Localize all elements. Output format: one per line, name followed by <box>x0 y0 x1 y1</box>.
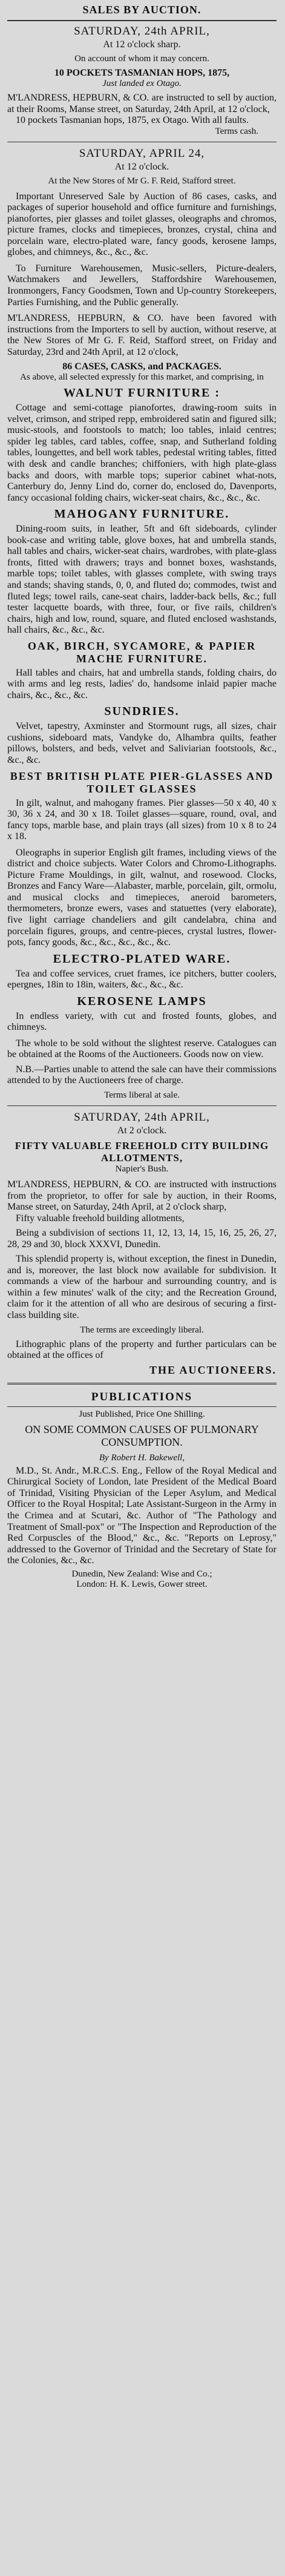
subdivision-detail: Being a subdivision of sections 11, 12, 13, 14, 15, 16, 25, 26, 27, 28, 29 and 30, block XXXVI, Dunedin. <box>7 1228 277 1250</box>
ad-date: SATURDAY, 24th APRIL, <box>74 25 210 38</box>
divider <box>7 1383 277 1385</box>
publications-section <box>7 1391 277 1590</box>
electro-heading: ELECTRO-PLATED WARE. <box>53 952 231 966</box>
ad-time: At 12 o'clock. <box>114 161 169 172</box>
oak-body: Hall tables and chairs, hat and umbrella stands, folding chairs, do with arms and leg rests, ladies' do, handsome inlaid papier mache chairs, &c., &c., &c. <box>7 667 277 700</box>
publication-body: M.D., St. Andr., M.R.C.S. Eng., Fellow of the Royal Medical and Chirurgical Society of London, late President of the Medical Board of Trinidad, Visiting Physician of the Leper Asylum, and Medical Officer to the Royal Hospital; Late Assistant-Surgeon in the Army in the Crimea and at Scutari, &c. Author of "The Pathology and Treatment of Small-pox" or "The Inspection and Reproduction of the Red Corpuscles of the Blood," &c., &c. "Reports on Leprosy," addressed to the Governor of Trinidad and the Secretary of State for the Colonies, &c., &c. <box>7 1465 277 1566</box>
section-header: SALES BY AUCTION. <box>7 2 277 21</box>
lot-subtitle: Just landed ex Otago. <box>102 79 182 88</box>
oak-heading: OAK, BIRCH, SYCAMORE, & PAPIER MACHE FURNITURE. <box>27 639 257 665</box>
lot-title: 10 POCKETS TASMANIAN HOPS, 1875, <box>54 68 230 78</box>
ad-date: SATURDAY, APRIL 24, <box>79 147 205 160</box>
auctioneers-signature: THE AUCTIONEERS. <box>149 1363 277 1376</box>
ad-date: SATURDAY, 24th APRIL, <box>74 1111 210 1124</box>
auctioneers-paragraph: M'LANDRESS, HEPBURN, & CO. are instructed with instructions from the proprietor, to offer for sale by auction, in their Rooms, Manse street, on Saturday, 24th April, at 2 o'clock sharp, <box>7 1179 277 1213</box>
publication-byline: By Robert H. Bakewell, <box>99 1452 185 1463</box>
lithographic-plans: Lithographic plans of the property and further particulars can be obtained at the offices of <box>7 1339 277 1361</box>
publication-title: ON SOME COMMON CAUSES OF PULMONARY CONSUMPTION. <box>25 1423 259 1449</box>
auction-ad-hops <box>7 25 277 137</box>
mahogany-body: Dining-room suits, in leather, 5ft and 6ft sideboards, cylinder book-case and writing table, glove boxes, hat and umbrella stands, hall tables and chairs, wicker-seat chairs, wardrobes, with plate-glass fronts, fitted with drawers; trays and bonnet boxes, washstands, marble tops; toilet tables, with glasses complete, with swing trays and stands; shaving stands, 0, 0, and fluted do; commodes, twist and fluted legs; towel rails, cane-seat chairs, ladder-back bells, &c.; full tester lacquette boards, with three, four, or five rails, children's chairs, high and low, round, square, and fluted enclosed washstands, hall chairs, &c., &c., &c. <box>7 524 277 636</box>
oleographs-body: Oleographs in superior English gilt frames, including views of the district and choice subjects. Water Colors and Chromo-Lithographs. Picture Frame Mouldings, in gilt, walnut, and rosewood. Clocks, Bronzes and Fancy Ware—Alabaster, marble, porcelain, gilt, ormolu, and musical clocks and timepieces, aneroid barometers, thermometers, bronze ewers, vases and statuettes (very elaborate), five light carriage chandeliers and gilt candelabra, china and porcelain figures, groups, and centre-pieces, crystal lustres, flower-pots, fancy goods, &c., &c., &c., &c., &c. <box>7 847 277 948</box>
splendid-property: This splendid property is, without exception, the finest in Dunedin, and is, moreover, the last block now available for subdivision. It commands a view of the harbour and surrounding country, and is within a few minutes' walk of the city; and the Recreation Ground, claim for it the attention of all who are desirous of securing a first-class building site. <box>7 1254 277 1321</box>
ad-intro: Important Unreserved Sale by Auction of 86 cases, casks, and packages of superior household and office furniture and furnishings, pianofortes, pier glasses and toilet glasses, oleographs and chromos, picture frames, clocks and timepieces, bronzes, crystal, china and porcelain ware, electro-plated ware, fancy goods, kerosene lamps, globes, and chimneys, &c., &c., &c. <box>7 191 277 258</box>
whole-sold-body: The whole to be sold without the slightest reserve. Catalogues can be obtained at the Rooms of the Auctioneers. Goods now on view. <box>7 1038 277 1060</box>
kerosene-heading: KEROSENE LAMPS <box>77 994 207 1008</box>
fifty-allotments: Fifty valuable freehold building allotments, <box>16 1213 185 1224</box>
to-trade: To Furniture Warehousemen, Music-sellers, Picture-dealers, Watchmakers and Jewellers, Staffordshire Warehousemen, Ironmongers, Fancy Goodsmen, Town and Up-country Storekeepers, Parties Furnishing, and the Public generally. <box>7 263 277 308</box>
walnut-body: Cottage and semi-cottage pianofortes, drawing-room suits in velvet, crimson, and striped repp, embroidered satin and figured silk; music-stools, and footstools to match; loo tables, inlaid centres; spider leg tables, card tables, coffee, snap, and Sutherland folding tables, loungettes, and bell work tables, pedestal writing tables, fitted with desk and candle branches; chiffoniers, with high plate-glass backs and doors, with marble tops; superior cabinet what-nots, Canterbury do, Jenny Lind do, corner do, enclosed do, Davenports, fancy occasional folding chairs, wicker-seat chairs, &c., &c., &c. <box>7 403 277 503</box>
terms: Terms cash. <box>215 126 258 136</box>
electro-body: Tea and coffee services, cruet frames, ice pitchers, butter coolers, epergnes, 18in to 18in, waiters, &c., &c., &c. <box>7 968 277 990</box>
nb-body: N.B.—Parties unable to attend the sale can have their commissions attended to by the Auctioneers free of charge. <box>7 1064 277 1086</box>
ad-time: At 2 o'clock. <box>117 1125 167 1136</box>
plate-glass-body: In gilt, walnut, and mahogany frames. Pier glasses—50 x 40, 40 x 30, 36 x 24, and 30 x 18. Toilet glasses—square, round, oval, and fancy tops, marble base, and plain trays (all sizes) from 10 x 8 to 24 x 18. <box>7 797 277 842</box>
publisher-dunedin: Dunedin, New Zealand: Wise and Co.; <box>71 1569 212 1579</box>
ad-note: On account of whom it may concern. <box>74 54 209 64</box>
auction-ad-furniture <box>7 147 277 1101</box>
just-published: Just Published, Price One Shilling. <box>79 1409 205 1419</box>
sundries-heading: SUNDRIES. <box>104 705 180 719</box>
sundries-body: Velvet, tapestry, Axminster and Stormount rugs, all sizes, chair cushions, sideboard mats, Vandyke do, Alhambra quilts, feather pillows, bolsters, and beds, velvet and Saliviarian footstools, &c., &c., &c. <box>7 721 277 765</box>
plate-glass-heading: BEST BRITISH PLATE PIER-GLASSES AND TOILET GLASSES <box>10 769 274 795</box>
ad-time: At 12 o'clock sharp. <box>103 39 181 50</box>
publications-heading: PUBLICATIONS <box>91 1390 193 1403</box>
allotments-title: FIFTY VALUABLE FREEHOLD CITY BUILDING ALLOTMENTS, <box>15 1140 269 1164</box>
ad-location: At the New Stores of Mr G. F. Reid, Stafford street. <box>48 176 236 186</box>
mahogany-heading: MAHOGANY FURNITURE. <box>54 507 230 521</box>
publisher-london: London: H. K. Lewis, Gower street. <box>76 1579 208 1589</box>
allotments-subtitle: Napier's Bush. <box>115 1164 169 1174</box>
kerosene-body: In endless variety, with cut and frosted founts, globes, and chimneys. <box>7 1010 277 1033</box>
auctioneers-paragraph: M'LANDRESS, HEPBURN, & CO. are instructed to sell by auction, at their Rooms, Manse street, on Saturday, 24th April, at 12 o'clock, <box>7 93 277 114</box>
terms: The terms are exceedingly liberal. <box>80 1325 204 1335</box>
divider <box>7 1406 277 1407</box>
divider <box>7 1105 277 1106</box>
cases-subtitle: As above, all selected expressly for this market, and comprising, in <box>20 372 264 383</box>
auctioneers-paragraph: M'LANDRESS, HEPBURN, & CO. have been favored with instructions from the Importers to sell by auction, without reserve, at the New Stores of Mr G. F. Reid, Stafford street, on Friday and Saturday, 23rd and 24th April, at 12 o'clock, <box>7 313 277 357</box>
terms: Terms liberal at sale. <box>104 1090 180 1100</box>
lot-detail: 10 pockets Tasmanian hops, 1875, ex Otago. With all faults. <box>16 115 249 126</box>
auction-ad-allotments <box>7 1111 277 1377</box>
cases-title: 86 CASES, CASKS, and PACKAGES. <box>62 361 221 372</box>
walnut-heading: WALNUT FURNITURE : <box>64 386 220 400</box>
